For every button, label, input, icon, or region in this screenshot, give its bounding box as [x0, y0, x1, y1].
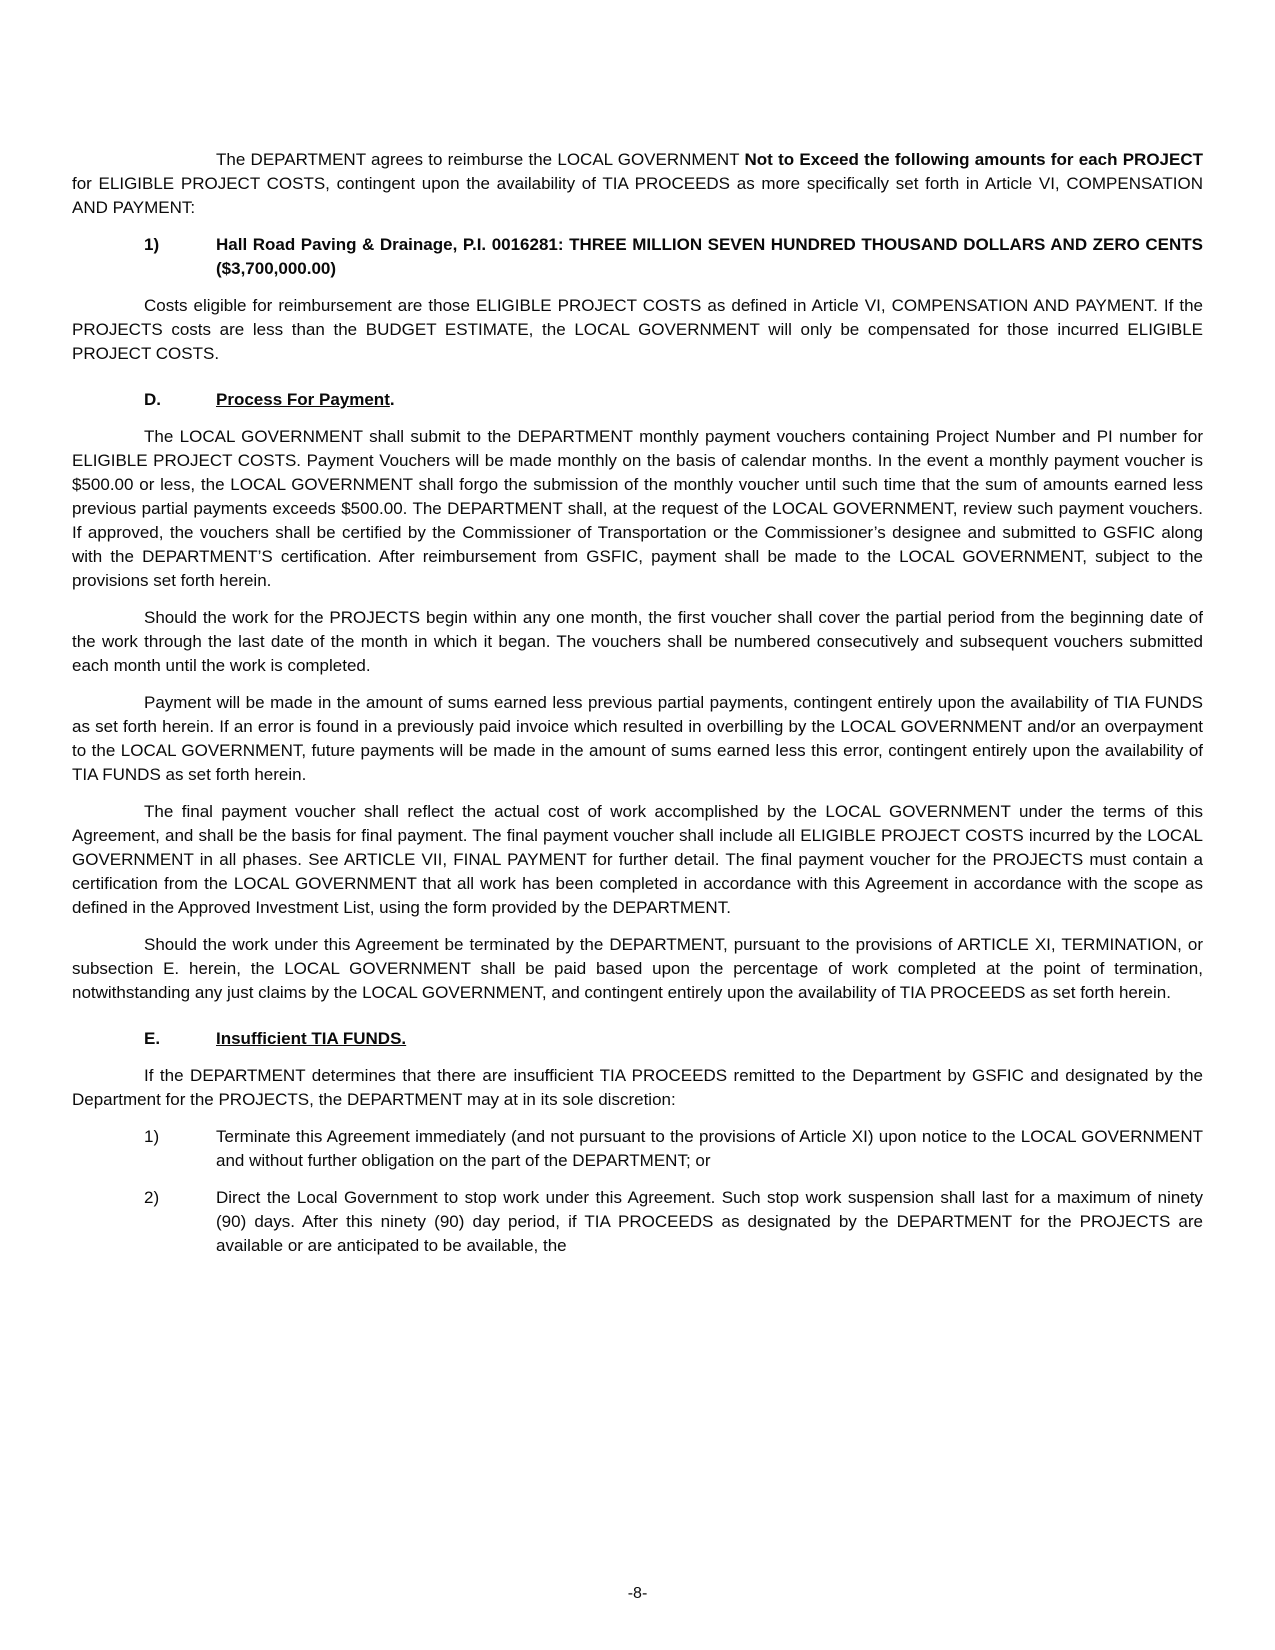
project-cost-item — [72, 233, 1203, 281]
paragraph-termination-payment: Should the work under this Agreement be terminated by the DEPARTMENT, pursuant to the provisions of ARTICLE XI, TERMINATION, or subsection E. herein, the LOCAL GOVERNMENT shall be paid based upon the percentage of work completed at the point of termination, notwithstanding any just claims by the LOCAL GOVERNMENT, and contingent entirely upon the availability of TIA PROCEEDS as set forth herein. — [72, 935, 1203, 1002]
insufficient-funds-item-1 — [72, 1125, 1203, 1173]
paragraph-voucher-submission: The LOCAL GOVERNMENT shall submit to the DEPARTMENT monthly payment vouchers containing Project Number and PI number for ELIGIBLE PROJECT COSTS. Payment Vouchers will be made monthly on the basis of calendar months. In the event a monthly payment voucher is $500.00 or less, the LOCAL GOVERNMENT shall forgo the submission of the monthly voucher until such time that the sum of amounts earned less previous partial payments exceeds $500.00. The DEPARTMENT shall, at the request of the LOCAL GOVERNMENT, review such payment vouchers. If approved, the vouchers shall be certified by the Commissioner of Transportation or the Commissioner’s designee and submitted to GSFIC along with the DEPARTMENT’S certification. After reimbursement from GSFIC, payment shall be made to the LOCAL GOVERNMENT, subject to the provisions set forth herein. — [72, 427, 1203, 590]
page-number-footer: -8- — [627, 1585, 648, 1602]
section-heading-d — [72, 388, 1203, 412]
paragraph-costs-eligible: Costs eligible for reimbursement are those ELIGIBLE PROJECT COSTS as defined in Article VI, COMPENSATION AND PAYMENT. If the PROJECTS costs are less than the BUDGET ESTIMATE, the LOCAL GOVERNMENT will only be compensated for those incurred ELIGIBLE PROJECT COSTS. — [72, 296, 1203, 363]
paragraph-first-voucher: Should the work for the PROJECTS begin within any one month, the first voucher shall cover the partial period from the beginning date of the work through the last date of the month in which it began. The vouchers shall be numbered consecutively and subsequent vouchers submitted each month until the work is completed. — [72, 608, 1203, 675]
project-item-number: 1) — [144, 235, 160, 254]
document-body — [72, 148, 1203, 1271]
section-d-label: D. — [144, 390, 161, 409]
e-item-1-text: Terminate this Agreement immediately (and not pursuant to the provisions of Article XI) upon notice to the LOCAL GOVERNMENT and without further obligation on the part of the DEPARTMENT; or — [216, 1127, 1203, 1170]
intro-run-1: The DEPARTMENT agrees to reimburse the LOCAL GOVERNMENT — [216, 150, 745, 169]
intro-run-3: for ELIGIBLE PROJECT COSTS, contingent upon the availability of TIA PROCEEDS as more specifically set forth in Article VI, COMPENSATION AND PAYMENT: — [72, 174, 1203, 217]
section-d-title-period: . — [389, 390, 395, 409]
e-item-2-number: 2) — [144, 1188, 160, 1207]
paragraph-payment-amount: Payment will be made in the amount of sums earned less previous partial payments, contingent entirely upon the availability of TIA FUNDS as set forth herein. If an error is found in a previously paid invoice which resulted in overbilling by the LOCAL GOVERNMENT and/or an overpayment to the LOCAL GOVERNMENT, future payments will be made in the amount of sums earned less this error, contingent entirely upon the availability of TIA FUNDS as set forth herein. — [72, 693, 1203, 784]
paragraph-insufficient-funds-intro: If the DEPARTMENT determines that there are insufficient TIA PROCEEDS remitted to the Department by GSFIC and designated by the Department for the PROJECTS, the DEPARTMENT may at in its sole discretion: — [72, 1066, 1203, 1109]
section-e-title: Insufficient TIA FUNDS. — [216, 1029, 407, 1048]
section-e-label: E. — [144, 1029, 161, 1048]
paragraph-final-voucher: The final payment voucher shall reflect the actual cost of work accomplished by the LOCAL GOVERNMENT under the terms of this Agreement, and shall be the basis for final payment. The final payment voucher shall include all ELIGIBLE PROJECT COSTS incurred by the LOCAL GOVERNMENT in all phases. See ARTICLE VII, FINAL PAYMENT for further detail. The final payment voucher for the PROJECTS must contain a certification from the LOCAL GOVERNMENT that all work has been completed in accordance with this Agreement in accordance with the scope as defined in the Approved Investment List, using the form provided by the DEPARTMENT. — [72, 802, 1203, 917]
project-item-text: Hall Road Paving & Drainage, P.I. 0016281: THREE MILLION SEVEN HUNDRED THOUSAND DOLLARS AND ZERO CENTS ($3,700,000.00) — [216, 235, 1203, 278]
section-d-title: Process For Payment — [216, 390, 390, 409]
e-item-1-number: 1) — [144, 1127, 160, 1146]
insufficient-funds-item-2 — [72, 1186, 1203, 1258]
section-heading-e — [72, 1027, 1203, 1051]
e-item-2-text: Direct the Local Government to stop work under this Agreement. Such stop work suspension shall last for a maximum of ninety (90) days. After this ninety (90) day period, if TIA PROCEEDS as designated by the DEPARTMENT for the PROJECTS are available or are anticipated to be available, the — [216, 1188, 1203, 1255]
intro-run-bold: Not to Exceed the following amounts for each PROJECT — [744, 150, 1203, 169]
paragraph-reimbursement-intro — [72, 148, 1203, 220]
